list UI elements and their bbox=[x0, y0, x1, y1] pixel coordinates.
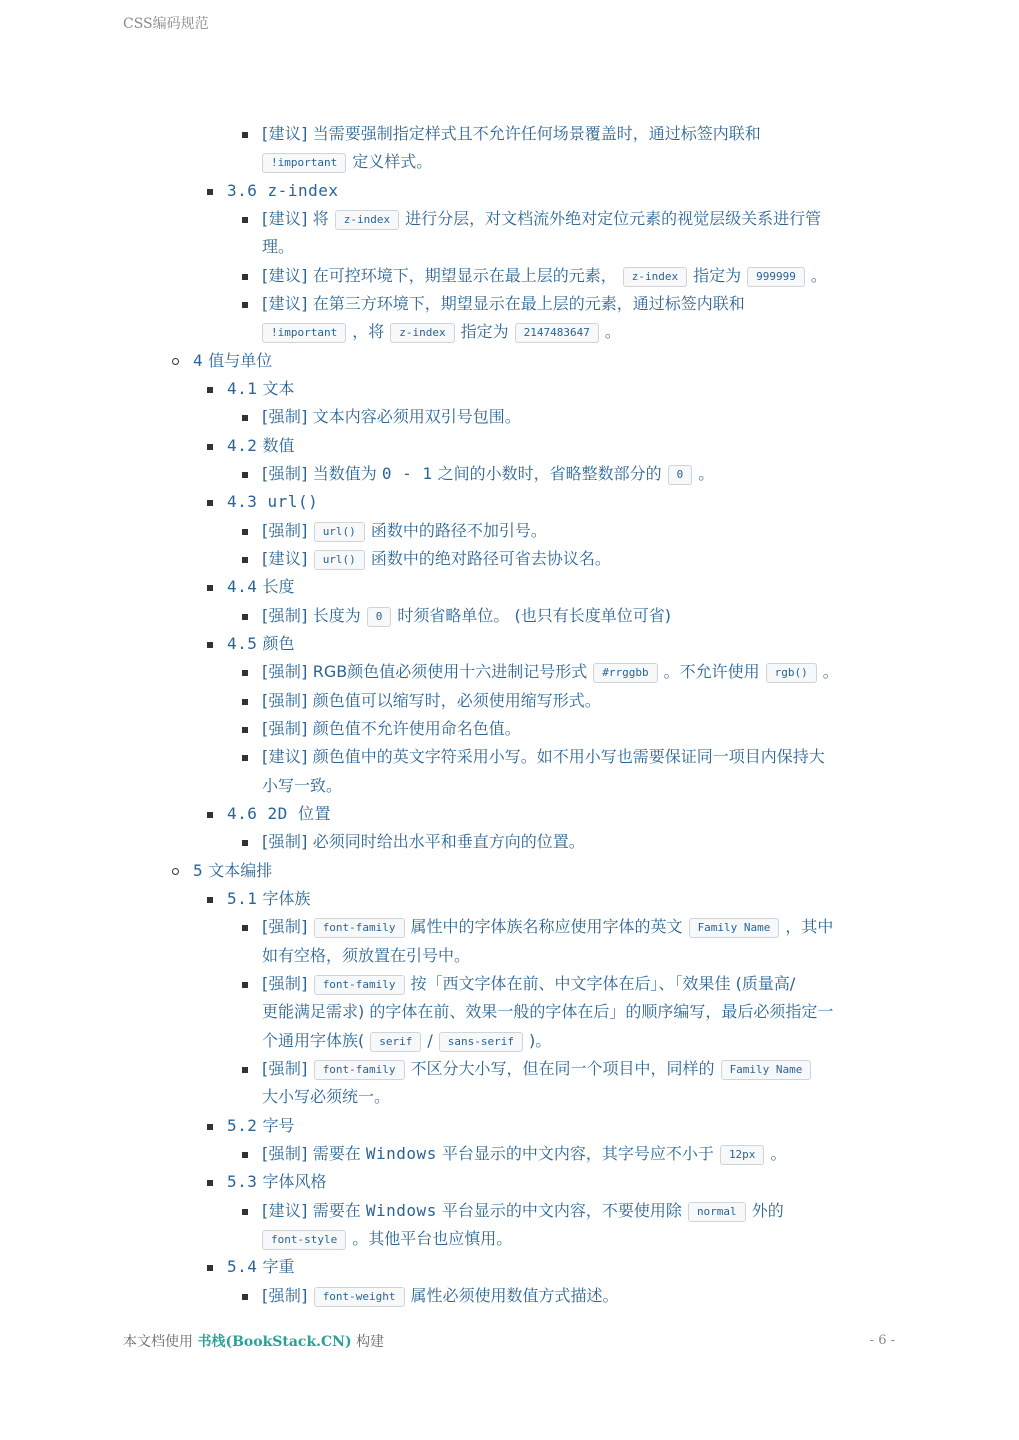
item-text: 理。 bbox=[262, 237, 295, 256]
section-number: 4.4 bbox=[227, 577, 258, 596]
item-text: 。 bbox=[604, 322, 621, 341]
section-title: 文本编排 bbox=[208, 861, 273, 880]
inline-code: z-index bbox=[335, 210, 399, 230]
inline-code: sans-serif bbox=[439, 1032, 523, 1052]
rule-tag: [强制] bbox=[262, 606, 308, 625]
bookstack-link[interactable]: 书栈(BookStack.CN) bbox=[197, 1334, 352, 1350]
rule-tag: [建议] bbox=[262, 209, 308, 228]
item-text: 当需要强制指定样式且不允许任何场景覆盖时，通过标签内联和 bbox=[312, 124, 761, 143]
square-bullet-icon bbox=[242, 1152, 248, 1158]
square-bullet-icon bbox=[242, 1209, 248, 1215]
section-number: 5.1 bbox=[227, 889, 258, 908]
square-bullet-icon bbox=[242, 670, 248, 676]
inline-code: font-family bbox=[314, 918, 405, 938]
section-number: 5.2 bbox=[227, 1116, 258, 1135]
square-bullet-icon bbox=[207, 897, 213, 903]
square-bullet-icon bbox=[242, 840, 248, 846]
square-bullet-icon bbox=[242, 529, 248, 535]
square-bullet-icon bbox=[207, 585, 213, 591]
section-title: 字号 bbox=[262, 1116, 295, 1135]
inline-code: z-index bbox=[623, 267, 687, 287]
running-header: CSS编码规范 bbox=[123, 16, 209, 32]
item-text: 在第三方环境下，期望显示在最上层的元素，通过标签内联和 bbox=[312, 294, 745, 313]
footer-prefix: 本文档使用 bbox=[123, 1334, 193, 1350]
square-bullet-icon bbox=[207, 642, 213, 648]
square-bullet-icon bbox=[242, 699, 248, 705]
item-text: 。 bbox=[810, 266, 827, 285]
item-text: RGB颜色值必须使用十六进制记号形式 bbox=[312, 662, 588, 681]
rule-tag: [强制] bbox=[262, 974, 308, 993]
square-bullet-icon bbox=[207, 1180, 213, 1186]
page-number: - 6 - bbox=[869, 1333, 895, 1348]
item-text: 外的 bbox=[751, 1201, 784, 1220]
section-title: 字重 bbox=[262, 1257, 295, 1276]
footer-suffix: 构建 bbox=[356, 1334, 385, 1350]
item-text: 更能满足需求) 的字体在前、效果一般的字体在后」的顺序编写，最后必须指定一 bbox=[262, 1002, 834, 1021]
square-bullet-icon bbox=[242, 925, 248, 931]
section-number: 5 bbox=[193, 861, 204, 880]
section-title: 数值 bbox=[262, 436, 295, 455]
square-bullet-icon bbox=[242, 1067, 248, 1073]
section-title: 长度 bbox=[262, 577, 295, 596]
rule-tag: [强制] bbox=[262, 832, 308, 851]
section-number: 4.1 bbox=[227, 379, 258, 398]
item-text: 进行分层，对文档流外绝对定位元素的视觉层级关系进行管 bbox=[405, 209, 822, 228]
item-text: 定义样式。 bbox=[352, 152, 433, 171]
square-bullet-icon bbox=[207, 500, 213, 506]
section-number: 4.5 bbox=[227, 634, 258, 653]
item-text: 平台显示的中文内容，其字号应不小于 bbox=[441, 1144, 714, 1163]
section-title: 2D 位置 bbox=[267, 804, 331, 823]
inline-code: Family Name bbox=[721, 1060, 812, 1080]
inline-code: 0 bbox=[367, 607, 392, 627]
item-text: 如有空格，须放置在引号中。 bbox=[262, 946, 471, 965]
item-text: 属性中的字体族名称应使用字体的英文 bbox=[410, 917, 683, 936]
inline-code: url() bbox=[314, 550, 365, 570]
square-bullet-icon bbox=[242, 415, 248, 421]
item-text: 按「西文字体在前、中文字体在后」、「效果佳 (质量高/ bbox=[410, 974, 796, 993]
item-text: 0 - 1 bbox=[381, 464, 433, 483]
square-bullet-icon bbox=[207, 1124, 213, 1130]
rule-tag: [强制] bbox=[262, 464, 308, 483]
square-bullet-icon bbox=[242, 614, 248, 620]
item-text: 在可控环境下，期望显示在最上层的元素， bbox=[312, 266, 617, 285]
inline-code: rgb() bbox=[766, 663, 817, 683]
item-text: 颜色值不允许使用命名色值。 bbox=[312, 719, 521, 738]
rule-tag: [强制] bbox=[262, 521, 308, 540]
inline-code: z-index bbox=[390, 323, 454, 343]
page-footer bbox=[123, 1331, 384, 1351]
section-title: 文本 bbox=[262, 379, 295, 398]
inline-code: 12px bbox=[720, 1145, 765, 1165]
section-number: 4.3 bbox=[227, 492, 258, 511]
section-title: 字体族 bbox=[262, 889, 311, 908]
rule-tag: [建议] bbox=[262, 1201, 308, 1220]
section-title: 颜色 bbox=[262, 634, 295, 653]
item-text: 。 bbox=[822, 662, 839, 681]
square-bullet-icon bbox=[207, 1265, 213, 1271]
rule-tag: [建议] bbox=[262, 266, 308, 285]
item-text: 将 bbox=[312, 209, 329, 228]
square-bullet-icon bbox=[242, 1294, 248, 1300]
square-bullet-icon bbox=[242, 302, 248, 308]
item-text: ，将 bbox=[352, 322, 385, 341]
item-text: 颜色值可以缩写时，必须使用缩写形式。 bbox=[312, 691, 601, 710]
rule-tag: [强制] bbox=[262, 662, 308, 681]
item-text: 。 bbox=[698, 464, 715, 483]
square-bullet-icon bbox=[207, 189, 213, 195]
rule-tag: [强制] bbox=[262, 691, 308, 710]
inline-code: Family Name bbox=[689, 918, 780, 938]
inline-code: normal bbox=[688, 1202, 746, 1222]
item-text: 长度为 bbox=[312, 606, 361, 625]
circle-bullet-icon bbox=[172, 358, 179, 365]
rule-tag: [强制] bbox=[262, 1286, 308, 1305]
item-text: 指定为 bbox=[460, 322, 509, 341]
rule-tag: [建议] bbox=[262, 124, 308, 143]
inline-code: font-family bbox=[314, 1060, 405, 1080]
item-text: 属性必须使用数值方式描述。 bbox=[410, 1286, 619, 1305]
square-bullet-icon bbox=[242, 557, 248, 563]
square-bullet-icon bbox=[207, 812, 213, 818]
rule-tag: [强制] bbox=[262, 1059, 308, 1078]
item-text: 当数值为 bbox=[312, 464, 377, 483]
square-bullet-icon bbox=[242, 274, 248, 280]
inline-code: #rrggbb bbox=[593, 663, 657, 683]
item-text: 函数中的路径不加引号。 bbox=[370, 521, 547, 540]
item-text: 个通用字体族( bbox=[262, 1031, 365, 1050]
item-text: 指定为 bbox=[693, 266, 742, 285]
item-text: 平台显示的中文内容，不要使用除 bbox=[441, 1201, 682, 1220]
square-bullet-icon bbox=[242, 132, 248, 138]
inline-code: url() bbox=[314, 522, 365, 542]
square-bullet-icon bbox=[207, 387, 213, 393]
rule-tag: [强制] bbox=[262, 917, 308, 936]
square-bullet-icon bbox=[242, 755, 248, 761]
item-text: Windows bbox=[365, 1201, 437, 1220]
inline-code: font-style bbox=[262, 1230, 346, 1250]
inline-code: !important bbox=[262, 323, 346, 343]
inline-code: 2147483647 bbox=[515, 323, 599, 343]
square-bullet-icon bbox=[242, 982, 248, 988]
rule-tag: [强制] bbox=[262, 719, 308, 738]
square-bullet-icon bbox=[242, 727, 248, 733]
item-text: 。 bbox=[770, 1144, 787, 1163]
item-text: 小写一致。 bbox=[262, 776, 343, 795]
inline-code: !important bbox=[262, 153, 346, 173]
section-title: url() bbox=[267, 492, 319, 511]
inline-code: 0 bbox=[668, 465, 693, 485]
circle-bullet-icon bbox=[172, 868, 179, 875]
item-text: 颜色值中的英文字符采用小写。如不用小写也需要保证同一项目内保持大 bbox=[312, 747, 825, 766]
item-text: 不区分大小写，但在同一个项目中，同样的 bbox=[410, 1059, 715, 1078]
rule-tag: [建议] bbox=[262, 747, 308, 766]
section-title: 值与单位 bbox=[208, 351, 273, 370]
item-text: 函数中的绝对路径可省去协议名。 bbox=[370, 549, 611, 568]
square-bullet-icon bbox=[242, 472, 248, 478]
item-text: Windows bbox=[365, 1144, 437, 1163]
section-title: z-index bbox=[267, 181, 339, 200]
square-bullet-icon bbox=[242, 217, 248, 223]
inline-code: serif bbox=[370, 1032, 421, 1052]
inline-code: font-family bbox=[314, 975, 405, 995]
rule-tag: [强制] bbox=[262, 407, 308, 426]
section-number: 5.3 bbox=[227, 1172, 258, 1191]
item-text: ，其中 bbox=[785, 917, 834, 936]
item-text: 需要在 bbox=[312, 1144, 361, 1163]
rule-tag: [强制] bbox=[262, 1144, 308, 1163]
item-text: 。其他平台也应慎用。 bbox=[352, 1229, 513, 1248]
item-text: 必须同时给出水平和垂直方向的位置。 bbox=[312, 832, 585, 851]
item-text: 时须省略单位。 (也只有长度单位可省) bbox=[397, 606, 671, 625]
item-text: 之间的小数时，省略整数部分的 bbox=[437, 464, 662, 483]
item-text: 需要在 bbox=[312, 1201, 361, 1220]
section-title: 字体风格 bbox=[262, 1172, 327, 1191]
item-text: )。 bbox=[529, 1031, 552, 1050]
section-number: 5.4 bbox=[227, 1257, 258, 1276]
section-number: 4 bbox=[193, 351, 204, 370]
section-number: 4.2 bbox=[227, 436, 258, 455]
square-bullet-icon bbox=[207, 444, 213, 450]
section-number: 4.6 bbox=[227, 804, 258, 823]
item-text: 。不允许使用 bbox=[663, 662, 760, 681]
inline-code: font-weight bbox=[314, 1287, 405, 1307]
item-text: 文本内容必须用双引号包围。 bbox=[312, 407, 521, 426]
section-number: 3.6 bbox=[227, 181, 258, 200]
inline-code: 999999 bbox=[747, 267, 805, 287]
rule-tag: [建议] bbox=[262, 549, 308, 568]
item-text: / bbox=[427, 1031, 433, 1050]
rule-tag: [建议] bbox=[262, 294, 308, 313]
item-text: 大小写必须统一。 bbox=[262, 1087, 391, 1106]
